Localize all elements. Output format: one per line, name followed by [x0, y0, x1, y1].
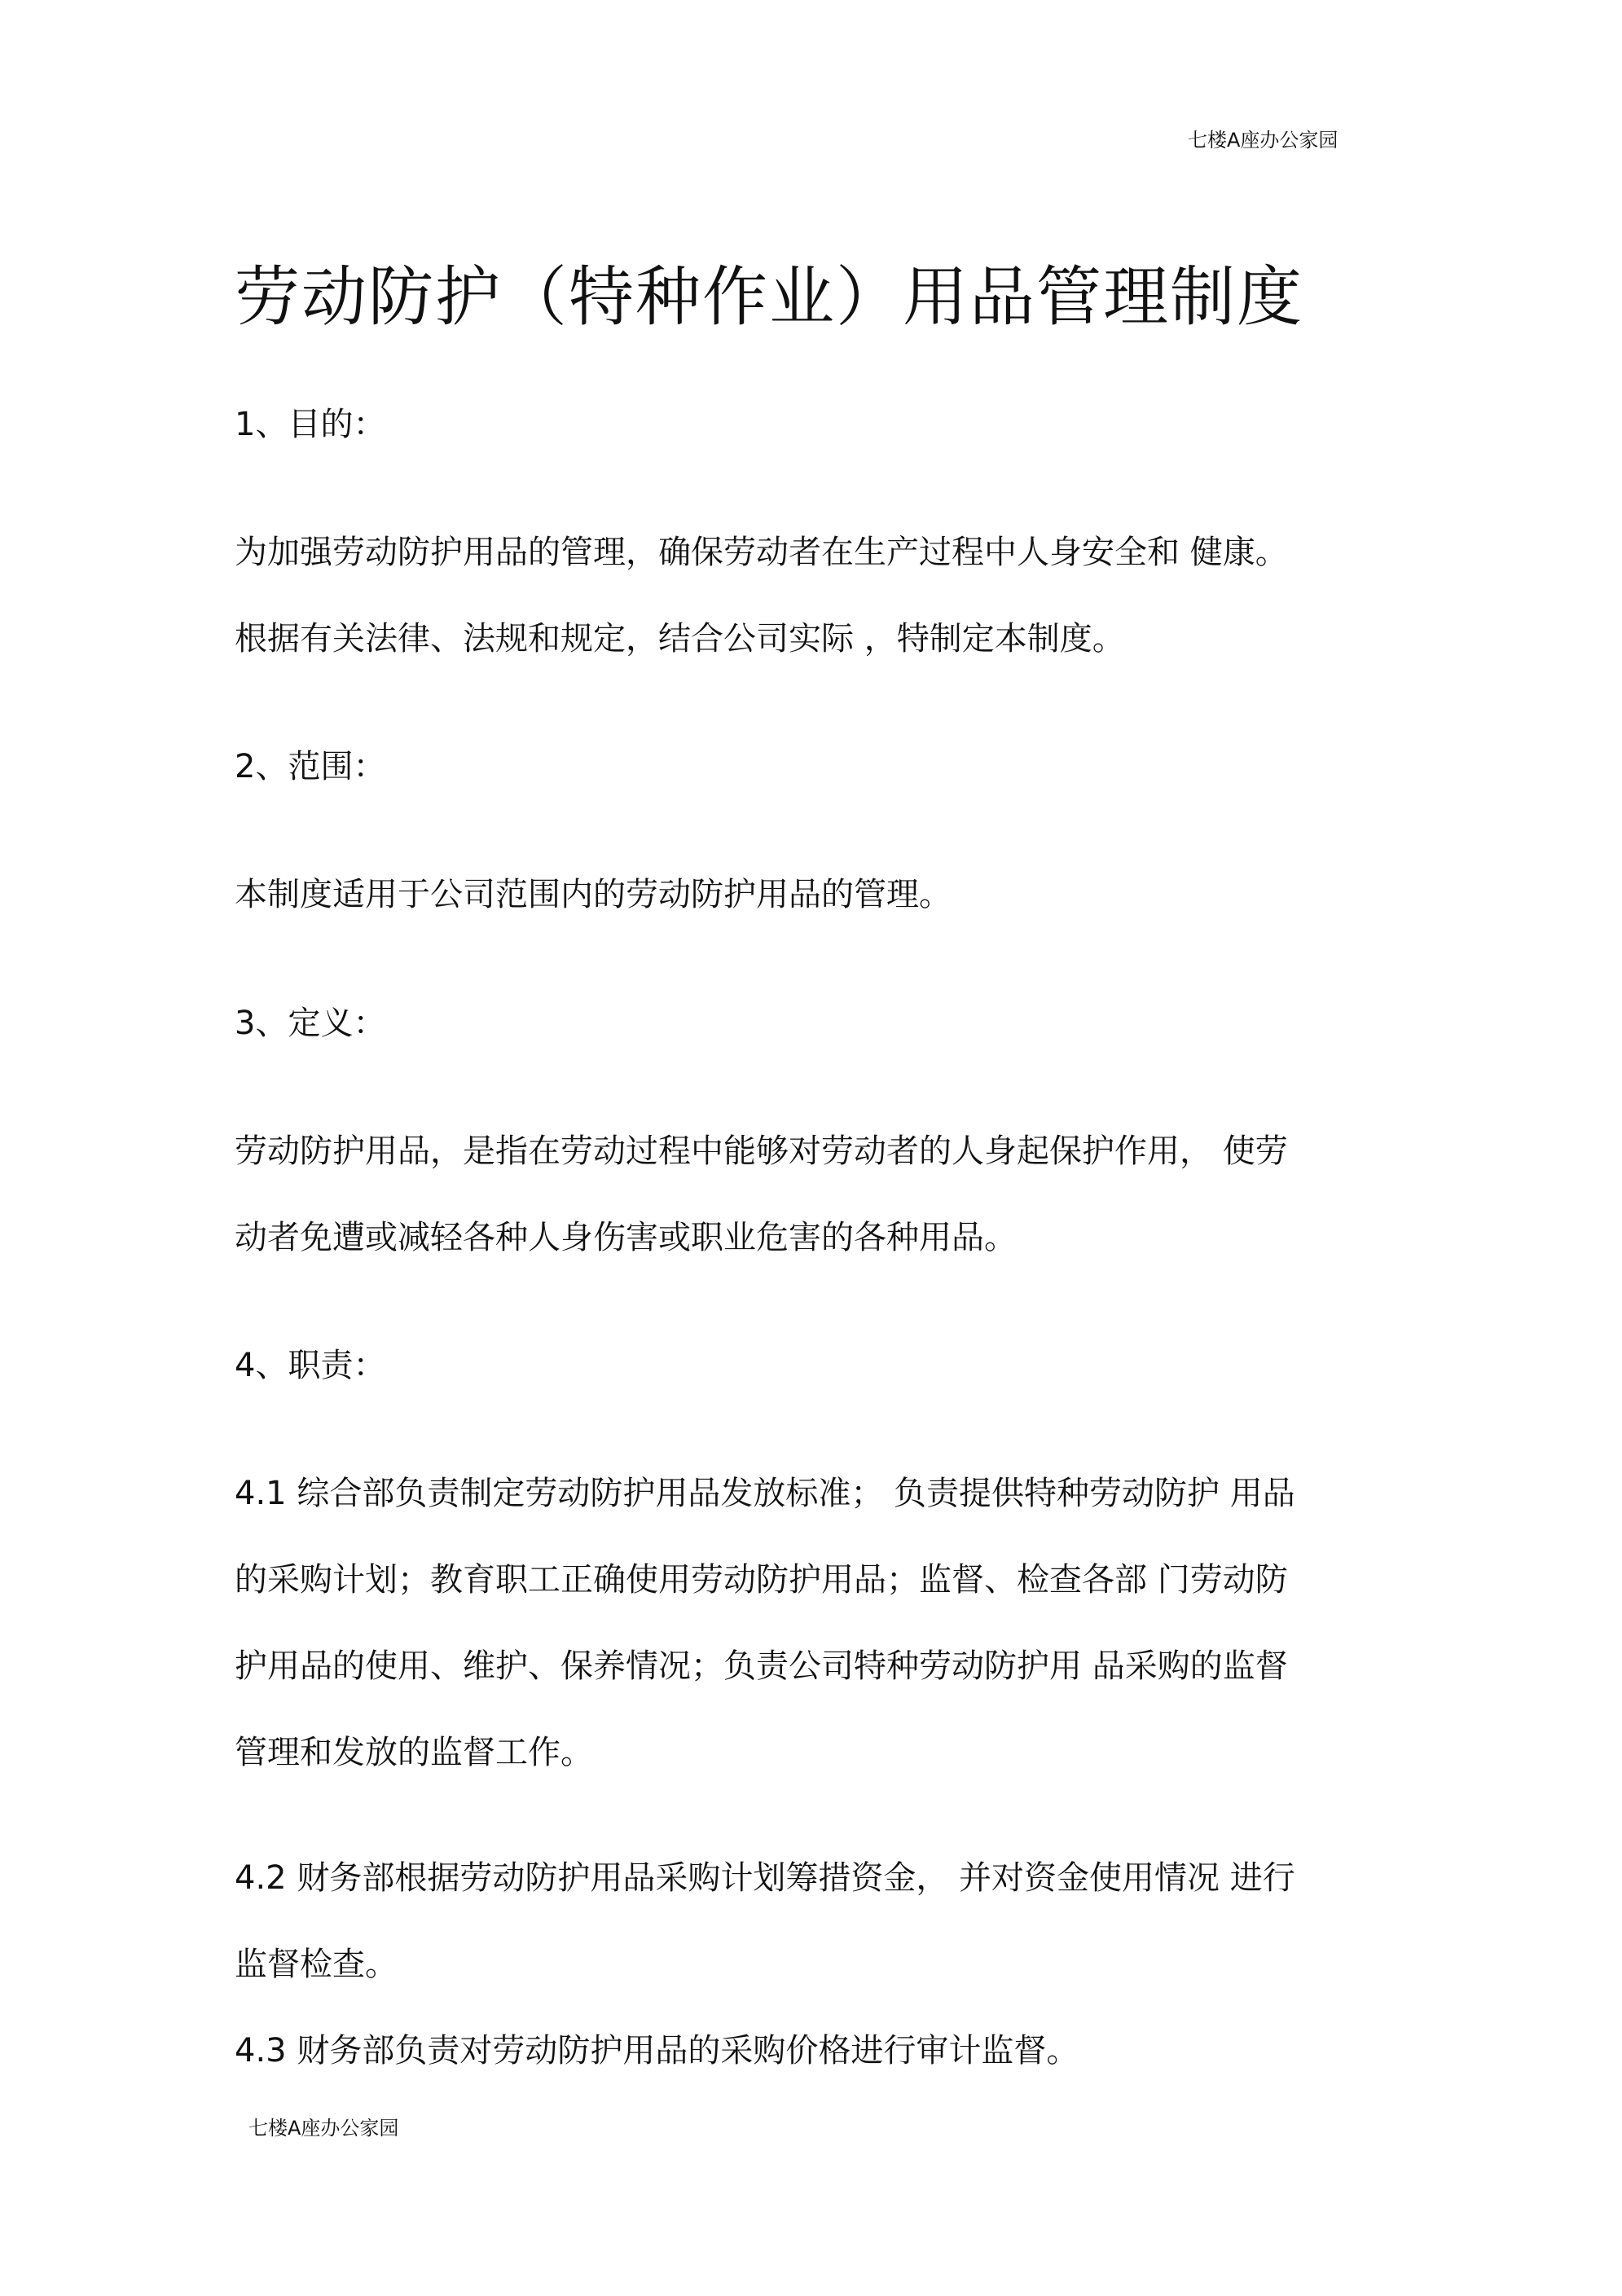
duty-4-3	[235, 2026, 1375, 2113]
section-definition-body	[235, 1127, 1375, 1300]
section-purpose-body	[235, 528, 1375, 701]
section-duties-heading	[235, 1341, 1375, 1427]
duty-4-1	[235, 1469, 1375, 1814]
paragraph-line: 管理和发放的监督工作。	[235, 1734, 593, 1771]
paragraph-line: 4.3 财务部负责对劳动防护用品的采购价格进行审计监督。	[235, 2032, 1079, 2069]
paragraph-line: 护用品的使用、维护、保养情况；负责公司特种劳动防护用 品采购的监督	[235, 1647, 1288, 1685]
paragraph-line: 根据有关法律、法规和规定，结合公司实际 ，特制定本制度。	[235, 620, 1125, 658]
section-scope-body	[235, 870, 1375, 957]
paragraph-line: 为加强劳动防护用品的管理，确保劳动者在生产过程中人身安全和 健康。	[235, 534, 1288, 571]
section-heading: 2、范围：	[235, 748, 386, 785]
paragraph-line: 动者免遭或减轻各种人身伤害或职业危害的各种用品。	[235, 1219, 1017, 1256]
page-footer: 七楼A座办公家园	[248, 2117, 399, 2140]
paragraph-line: 的采购计划；教育职工正确使用劳动防护用品；监督、检查各部 门劳动防	[235, 1561, 1288, 1599]
section-heading: 3、定义：	[235, 1005, 386, 1042]
duty-4-2	[235, 1854, 1375, 2026]
paragraph-line: 4.1 综合部负责制定劳动防护用品发放标准； 负责提供特种劳动防护 用品	[235, 1475, 1295, 1512]
section-definition-heading	[235, 999, 1375, 1085]
section-heading: 4、职责：	[235, 1347, 386, 1384]
section-purpose-heading	[235, 400, 1375, 486]
page-header: 七楼A座办公家园	[1188, 129, 1338, 152]
paragraph-line: 本制度适用于公司范围内的劳动防护用品的管理。	[235, 876, 952, 913]
section-heading: 1、目的：	[235, 406, 386, 443]
document-title: 劳动防护（特种作业）用品管理制度	[235, 259, 1303, 335]
paragraph-line: 4.2 财务部根据劳动防护用品采购计划筹措资金， 并对资金使用情况 进行	[235, 1859, 1295, 1897]
paragraph-line: 监督检查。	[235, 1946, 398, 1983]
paragraph-line: 劳动防护用品，是指在劳动过程中能够对劳动者的人身起保护作用， 使劳	[235, 1133, 1288, 1170]
section-scope-heading	[235, 742, 1375, 829]
